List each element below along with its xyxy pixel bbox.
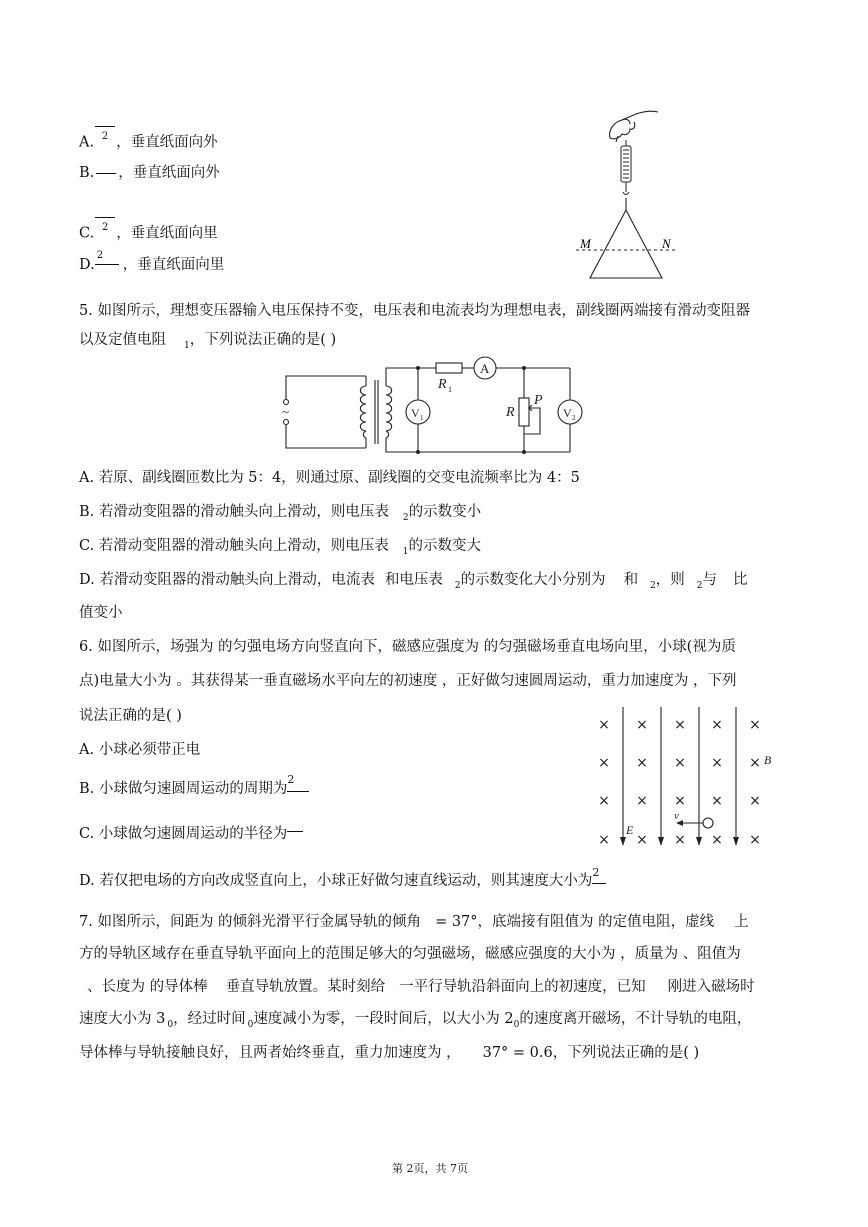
svg-text:×: × [598, 755, 610, 771]
q4-option-a-fraction: 2 [94, 121, 116, 150]
q5-stem-line2: 以及定值电阻 $_1$，下列说法正确的是( ) [79, 332, 337, 351]
svg-text:×: × [598, 717, 610, 733]
q7-stem-line3: 、长度为 的导体棒 垂直导轨放置。某时刻给 一平行导轨沿斜面向上的初速度，已知 刚进入磁场时 [87, 979, 755, 995]
svg-text:×: × [636, 717, 648, 733]
label-r1: R [438, 377, 447, 392]
label-v1-sub: 1 [420, 414, 424, 422]
label-m: M [580, 236, 591, 251]
spring-scale [621, 140, 631, 195]
label-b: B [764, 753, 772, 767]
ball [703, 818, 713, 828]
page-footer: 第 2页，共 7页 [392, 1162, 468, 1175]
svg-text:×: × [674, 832, 686, 848]
q6-stem-line1: 6. 如图所示，场强为 的匀强电场方向竖直向下，磁感应强度为 的匀强磁场垂直电场向里，小球(视为质 [79, 639, 736, 655]
svg-text:×: × [674, 755, 686, 771]
svg-text:×: × [749, 755, 761, 771]
svg-text:×: × [711, 832, 723, 848]
hand-icon [610, 111, 658, 142]
svg-text:×: × [749, 832, 761, 848]
q6-stem-line2: 点)电量大小为 。其获得某一垂直磁场水平向左的初速度 ，正好做匀速圆周运动，重力加速度为 ，下列 [79, 673, 737, 689]
q7-stem-line5: 导体棒与导轨接触良好，且两者始终垂直，重力加速度为 ， 37° = 0.6，下列说法正确的是( ) [79, 1045, 700, 1061]
q6-option-a: A. 小球必须带正电 [79, 742, 201, 758]
q7-stem-line1: 7. 如图所示，间距为 的倾斜光滑平行金属导轨的倾角 = 37°，底端接有阻值为 的定值电阻，虚线 上 [79, 914, 749, 930]
svg-text:×: × [749, 793, 761, 809]
q4-option-d: D. 2 ，垂直纸面向里 [79, 250, 225, 273]
svg-text:×: × [711, 717, 723, 733]
label-v: v [674, 810, 679, 822]
label-n: N [662, 236, 671, 251]
q6-field-figure [590, 705, 780, 850]
q5-circuit [278, 352, 588, 457]
q4-option-d-fraction: 2 [95, 258, 123, 273]
q7-stem-line4: 速度大小为 3 $_0$，经过时间 $_0$速度减小为零，一段时间后，以大小为 $2_0$的速度离开磁场，不计导轨的电阻， [79, 1011, 752, 1030]
q5-option-b: B. 若滑动变阻器的滑动触头向上滑动，则电压表 $_2$的示数变小 [79, 504, 482, 523]
svg-text:×: × [674, 717, 686, 733]
label-r: R [506, 405, 515, 420]
q5-option-c: C. 若滑动变阻器的滑动触头向上滑动，则电压表 $_1$的示数变大 [79, 538, 482, 557]
q7-stem-line2: 方的导轨区域存在垂直导轨平面向上的范围足够大的匀强磁场，磁感应强度的大小为 ，质量为 、阻值为 [79, 946, 741, 962]
q4-option-a: A. $^2$ ，垂直纸面向外 [79, 121, 218, 150]
q6-option-d: D. 若仅把电场的方向改成竖直向上，小球正好做匀速直线运动，则其速度大小为 2 [79, 874, 608, 889]
q5-option-d: D. 若滑动变阻器的滑动触头向上滑动，电流表 和电压表 $_2$的示数变化大小分别为 和 $_2$，则 $_2$与 比 [79, 572, 748, 591]
label-e: E [626, 823, 634, 837]
q6-stem-line3: 说法正确的是( ) [79, 708, 182, 724]
svg-text:×: × [674, 793, 686, 809]
q5-option-d-line2: 值变小 [79, 605, 123, 621]
q4-option-b: B. ，垂直纸面向外 [79, 165, 220, 181]
svg-text:×: × [598, 793, 610, 809]
label-p: P [534, 393, 543, 408]
q4-figure [570, 100, 690, 285]
q6-option-c: C. 小球做匀速圆周运动的半径为 [79, 827, 303, 842]
svg-text:×: × [711, 755, 723, 771]
label-v2-sub: 2 [572, 414, 576, 422]
q6-option-b: B. 小球做匀速圆周运动的周期为 2 [79, 782, 311, 797]
q4-option-c: C. $^2$ ，垂直纸面向里 [79, 212, 218, 241]
svg-text:×: × [636, 755, 648, 771]
svg-text:×: × [711, 793, 723, 809]
label-v1: V [411, 406, 420, 420]
q5-option-a: A. 若原、副线圈匝数比为 5：4，则通过原、副线圈的交变电流频率比为 4：5 [79, 470, 580, 486]
svg-text:×: × [636, 793, 648, 809]
q4-option-b-fraction [96, 173, 116, 174]
svg-text:×: × [749, 717, 761, 733]
q4-option-c-fraction: 2 [94, 212, 116, 241]
label-r1-sub: 1 [448, 385, 452, 394]
ac-source-icon: ~ [282, 404, 290, 419]
label-v2: V [563, 406, 572, 420]
q5-stem-line1: 5. 如图所示，理想变压器输入电压保持不变，电压表和电流表均为理想电表，副线圈两端接有滑动变阻器 [79, 303, 750, 319]
svg-text:×: × [636, 832, 648, 848]
svg-text:×: × [598, 832, 610, 848]
label-ammeter: A [480, 361, 490, 376]
